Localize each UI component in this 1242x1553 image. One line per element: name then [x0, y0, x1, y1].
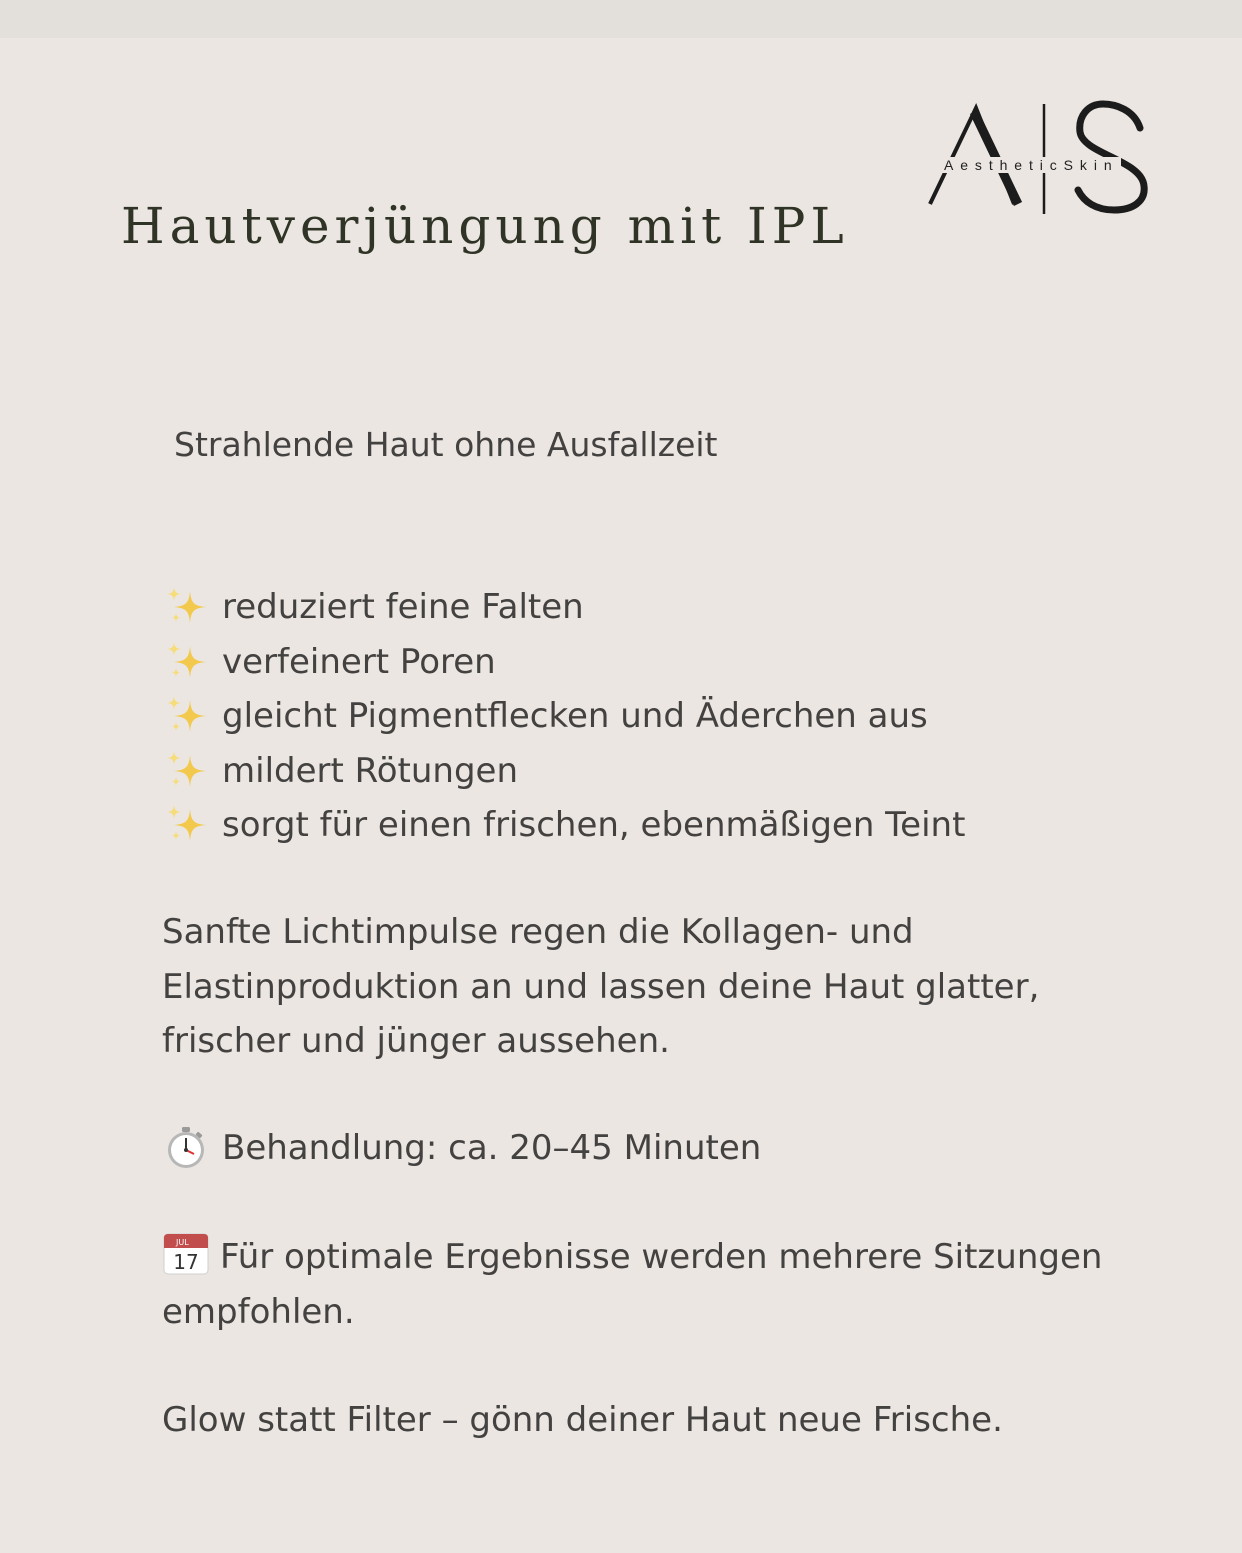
calendar-month: JUL: [176, 1238, 189, 1247]
list-item: [162, 744, 965, 799]
benefit-text: reduziert feine Falten: [222, 587, 584, 628]
list-item: [162, 635, 965, 690]
benefit-list: [162, 580, 965, 853]
stopwatch-icon: [162, 1126, 210, 1170]
page-title: Hautverjüngung mit IPL: [121, 197, 849, 255]
calendar-icon: [162, 1232, 210, 1276]
closing-line: Glow statt Filter – gönn deiner Haut neue Frische.: [162, 1400, 1003, 1440]
sparkles-icon: [162, 749, 210, 793]
sparkles-icon: [162, 694, 210, 738]
list-item: [162, 689, 965, 744]
benefit-text: mildert Rötungen: [222, 750, 519, 791]
top-strip: [0, 0, 1242, 38]
brand-name: AestheticSkin: [944, 157, 1119, 173]
calendar-day: 17: [173, 1250, 199, 1274]
brand-logo: [928, 98, 1154, 218]
duration-text: Behandlung: ca. 20–45 Minuten: [222, 1128, 762, 1168]
benefit-text: sorgt für einen frischen, ebenmäßigen Teint: [222, 805, 966, 846]
benefit-text: verfeinert Poren: [222, 641, 496, 682]
sessions-text: Für optimale Ergebnisse werden mehrere Sitzungen empfohlen.: [162, 1237, 1103, 1332]
list-item: [162, 798, 965, 853]
sparkles-icon: [162, 803, 210, 847]
sparkles-icon: [162, 640, 210, 684]
benefit-text: gleicht Pigmentflecken und Äderchen aus: [222, 696, 928, 737]
description: Sanfte Lichtimpulse regen die Kollagen- und Elastinproduktion an und lassen deine Haut glatter, frischer und jünger aussehen.: [162, 912, 1040, 1061]
duration-line: [162, 1121, 1162, 1176]
sparkles-icon: [162, 585, 210, 629]
list-item: [162, 580, 965, 635]
subtitle: Strahlende Haut ohne Ausfallzeit: [174, 425, 718, 464]
sessions-paragraph: [162, 1230, 1162, 1339]
